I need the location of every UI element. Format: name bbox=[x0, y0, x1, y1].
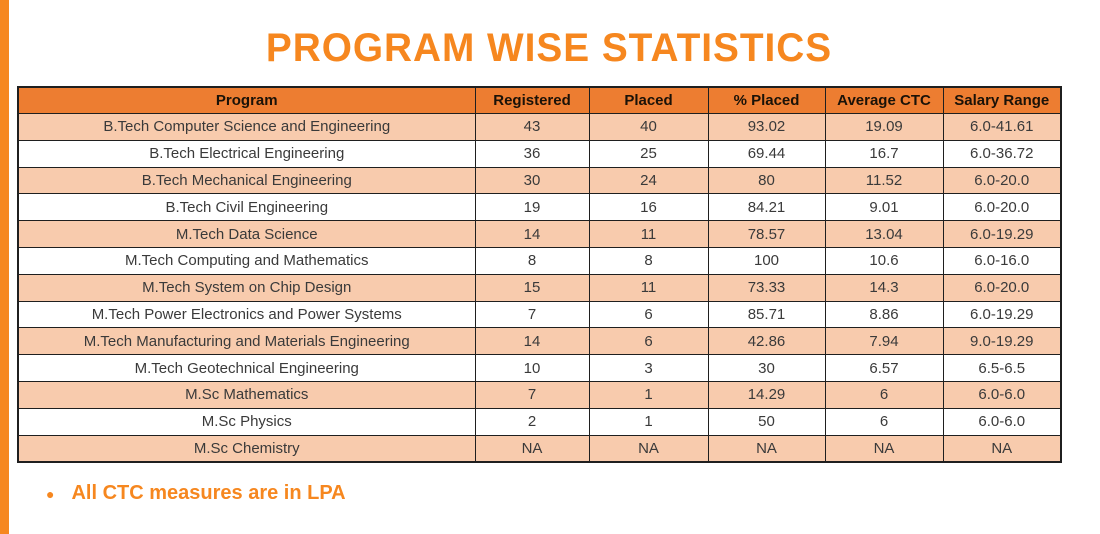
table-cell: M.Sc Physics bbox=[18, 408, 475, 435]
table-cell: 16.7 bbox=[825, 140, 943, 167]
table-cell: 25 bbox=[589, 140, 708, 167]
table-row bbox=[18, 194, 1061, 221]
table-cell: 11 bbox=[589, 221, 708, 248]
table-cell: 6.0-6.0 bbox=[943, 408, 1061, 435]
table-cell: 78.57 bbox=[708, 221, 825, 248]
program-statistics-table bbox=[17, 86, 1062, 463]
table-cell: 69.44 bbox=[708, 140, 825, 167]
table-cell: 6 bbox=[825, 408, 943, 435]
table-cell: 7 bbox=[475, 301, 589, 328]
column-header: Placed bbox=[589, 87, 708, 114]
table-row bbox=[18, 355, 1061, 382]
table-row bbox=[18, 114, 1061, 141]
bullet-icon: ● bbox=[46, 485, 55, 502]
table-cell: 30 bbox=[708, 355, 825, 382]
table-cell: 14.29 bbox=[708, 381, 825, 408]
table-cell: M.Sc Mathematics bbox=[18, 381, 475, 408]
table-cell: 6.0-20.0 bbox=[943, 167, 1061, 194]
table-cell: NA bbox=[589, 435, 708, 462]
table-cell: M.Tech Manufacturing and Materials Engineering bbox=[18, 328, 475, 355]
table-cell: 1 bbox=[589, 408, 708, 435]
table-cell: 14 bbox=[475, 328, 589, 355]
table-cell: 100 bbox=[708, 247, 825, 274]
table-cell: 6.0-19.29 bbox=[943, 301, 1061, 328]
table-cell: NA bbox=[825, 435, 943, 462]
table-cell: 7.94 bbox=[825, 328, 943, 355]
table-cell: B.Tech Civil Engineering bbox=[18, 194, 475, 221]
table-header-row bbox=[18, 87, 1061, 114]
table-cell: B.Tech Mechanical Engineering bbox=[18, 167, 475, 194]
table-cell: 6 bbox=[589, 301, 708, 328]
table-cell: 13.04 bbox=[825, 221, 943, 248]
table-row bbox=[18, 381, 1061, 408]
table-cell: 10 bbox=[475, 355, 589, 382]
table-cell: 6.0-20.0 bbox=[943, 194, 1061, 221]
table-cell: M.Tech Power Electronics and Power Systems bbox=[18, 301, 475, 328]
table-cell: 8 bbox=[589, 247, 708, 274]
table-row bbox=[18, 274, 1061, 301]
table-cell: 93.02 bbox=[708, 114, 825, 141]
table-cell: 9.01 bbox=[825, 194, 943, 221]
column-header: Program bbox=[18, 87, 475, 114]
column-header: % Placed bbox=[708, 87, 825, 114]
table-cell: 16 bbox=[589, 194, 708, 221]
table-cell: 19.09 bbox=[825, 114, 943, 141]
table-cell: B.Tech Computer Science and Engineering bbox=[18, 114, 475, 141]
table-cell: 30 bbox=[475, 167, 589, 194]
table-row bbox=[18, 301, 1061, 328]
table-cell: NA bbox=[708, 435, 825, 462]
column-header: Average CTC bbox=[825, 87, 943, 114]
table-cell: 80 bbox=[708, 167, 825, 194]
table-cell: 24 bbox=[589, 167, 708, 194]
table-cell: 43 bbox=[475, 114, 589, 141]
table-cell: M.Tech Geotechnical Engineering bbox=[18, 355, 475, 382]
footnote bbox=[46, 482, 346, 505]
table-row bbox=[18, 167, 1061, 194]
table-cell: 6.0-16.0 bbox=[943, 247, 1061, 274]
left-accent-bar bbox=[0, 0, 9, 534]
table-cell: 40 bbox=[589, 114, 708, 141]
table-cell: 6.0-41.61 bbox=[943, 114, 1061, 141]
table-cell: 10.6 bbox=[825, 247, 943, 274]
table-body bbox=[18, 114, 1061, 463]
column-header: Salary Range bbox=[943, 87, 1061, 114]
table-cell: 8.86 bbox=[825, 301, 943, 328]
table-cell: B.Tech Electrical Engineering bbox=[18, 140, 475, 167]
table-cell: 36 bbox=[475, 140, 589, 167]
table-cell: 85.71 bbox=[708, 301, 825, 328]
table-cell: 11 bbox=[589, 274, 708, 301]
table-cell: M.Tech Data Science bbox=[18, 221, 475, 248]
table-cell: 42.86 bbox=[708, 328, 825, 355]
table-row bbox=[18, 408, 1061, 435]
table-row bbox=[18, 328, 1061, 355]
table-cell: 6.5-6.5 bbox=[943, 355, 1061, 382]
table-cell: 6.0-20.0 bbox=[943, 274, 1061, 301]
table-row bbox=[18, 221, 1061, 248]
table-cell: 14.3 bbox=[825, 274, 943, 301]
footnote-text: All CTC measures are in LPA bbox=[71, 482, 346, 504]
table-cell: 73.33 bbox=[708, 274, 825, 301]
table-cell: 15 bbox=[475, 274, 589, 301]
page-title: PROGRAM WISE STATISTICS bbox=[265, 26, 833, 70]
table-cell: 6 bbox=[589, 328, 708, 355]
column-header: Registered bbox=[475, 87, 589, 114]
table-row bbox=[18, 140, 1061, 167]
table-cell: 1 bbox=[589, 381, 708, 408]
table-cell: 11.52 bbox=[825, 167, 943, 194]
table-cell: 2 bbox=[475, 408, 589, 435]
table-cell: 7 bbox=[475, 381, 589, 408]
table-cell: 6.57 bbox=[825, 355, 943, 382]
table-cell: 6.0-6.0 bbox=[943, 381, 1061, 408]
table-cell: 3 bbox=[589, 355, 708, 382]
table-cell: 9.0-19.29 bbox=[943, 328, 1061, 355]
table-cell: 19 bbox=[475, 194, 589, 221]
table-cell: 6.0-19.29 bbox=[943, 221, 1061, 248]
table-cell: 8 bbox=[475, 247, 589, 274]
table-cell: 50 bbox=[708, 408, 825, 435]
table-row bbox=[18, 435, 1061, 462]
table-cell: 14 bbox=[475, 221, 589, 248]
table-cell: NA bbox=[943, 435, 1061, 462]
table-cell: 6.0-36.72 bbox=[943, 140, 1061, 167]
table-cell: 84.21 bbox=[708, 194, 825, 221]
table-cell: M.Sc Chemistry bbox=[18, 435, 475, 462]
table-cell: NA bbox=[475, 435, 589, 462]
table-cell: M.Tech Computing and Mathematics bbox=[18, 247, 475, 274]
table-cell: 6 bbox=[825, 381, 943, 408]
table-cell: M.Tech System on Chip Design bbox=[18, 274, 475, 301]
table-row bbox=[18, 247, 1061, 274]
